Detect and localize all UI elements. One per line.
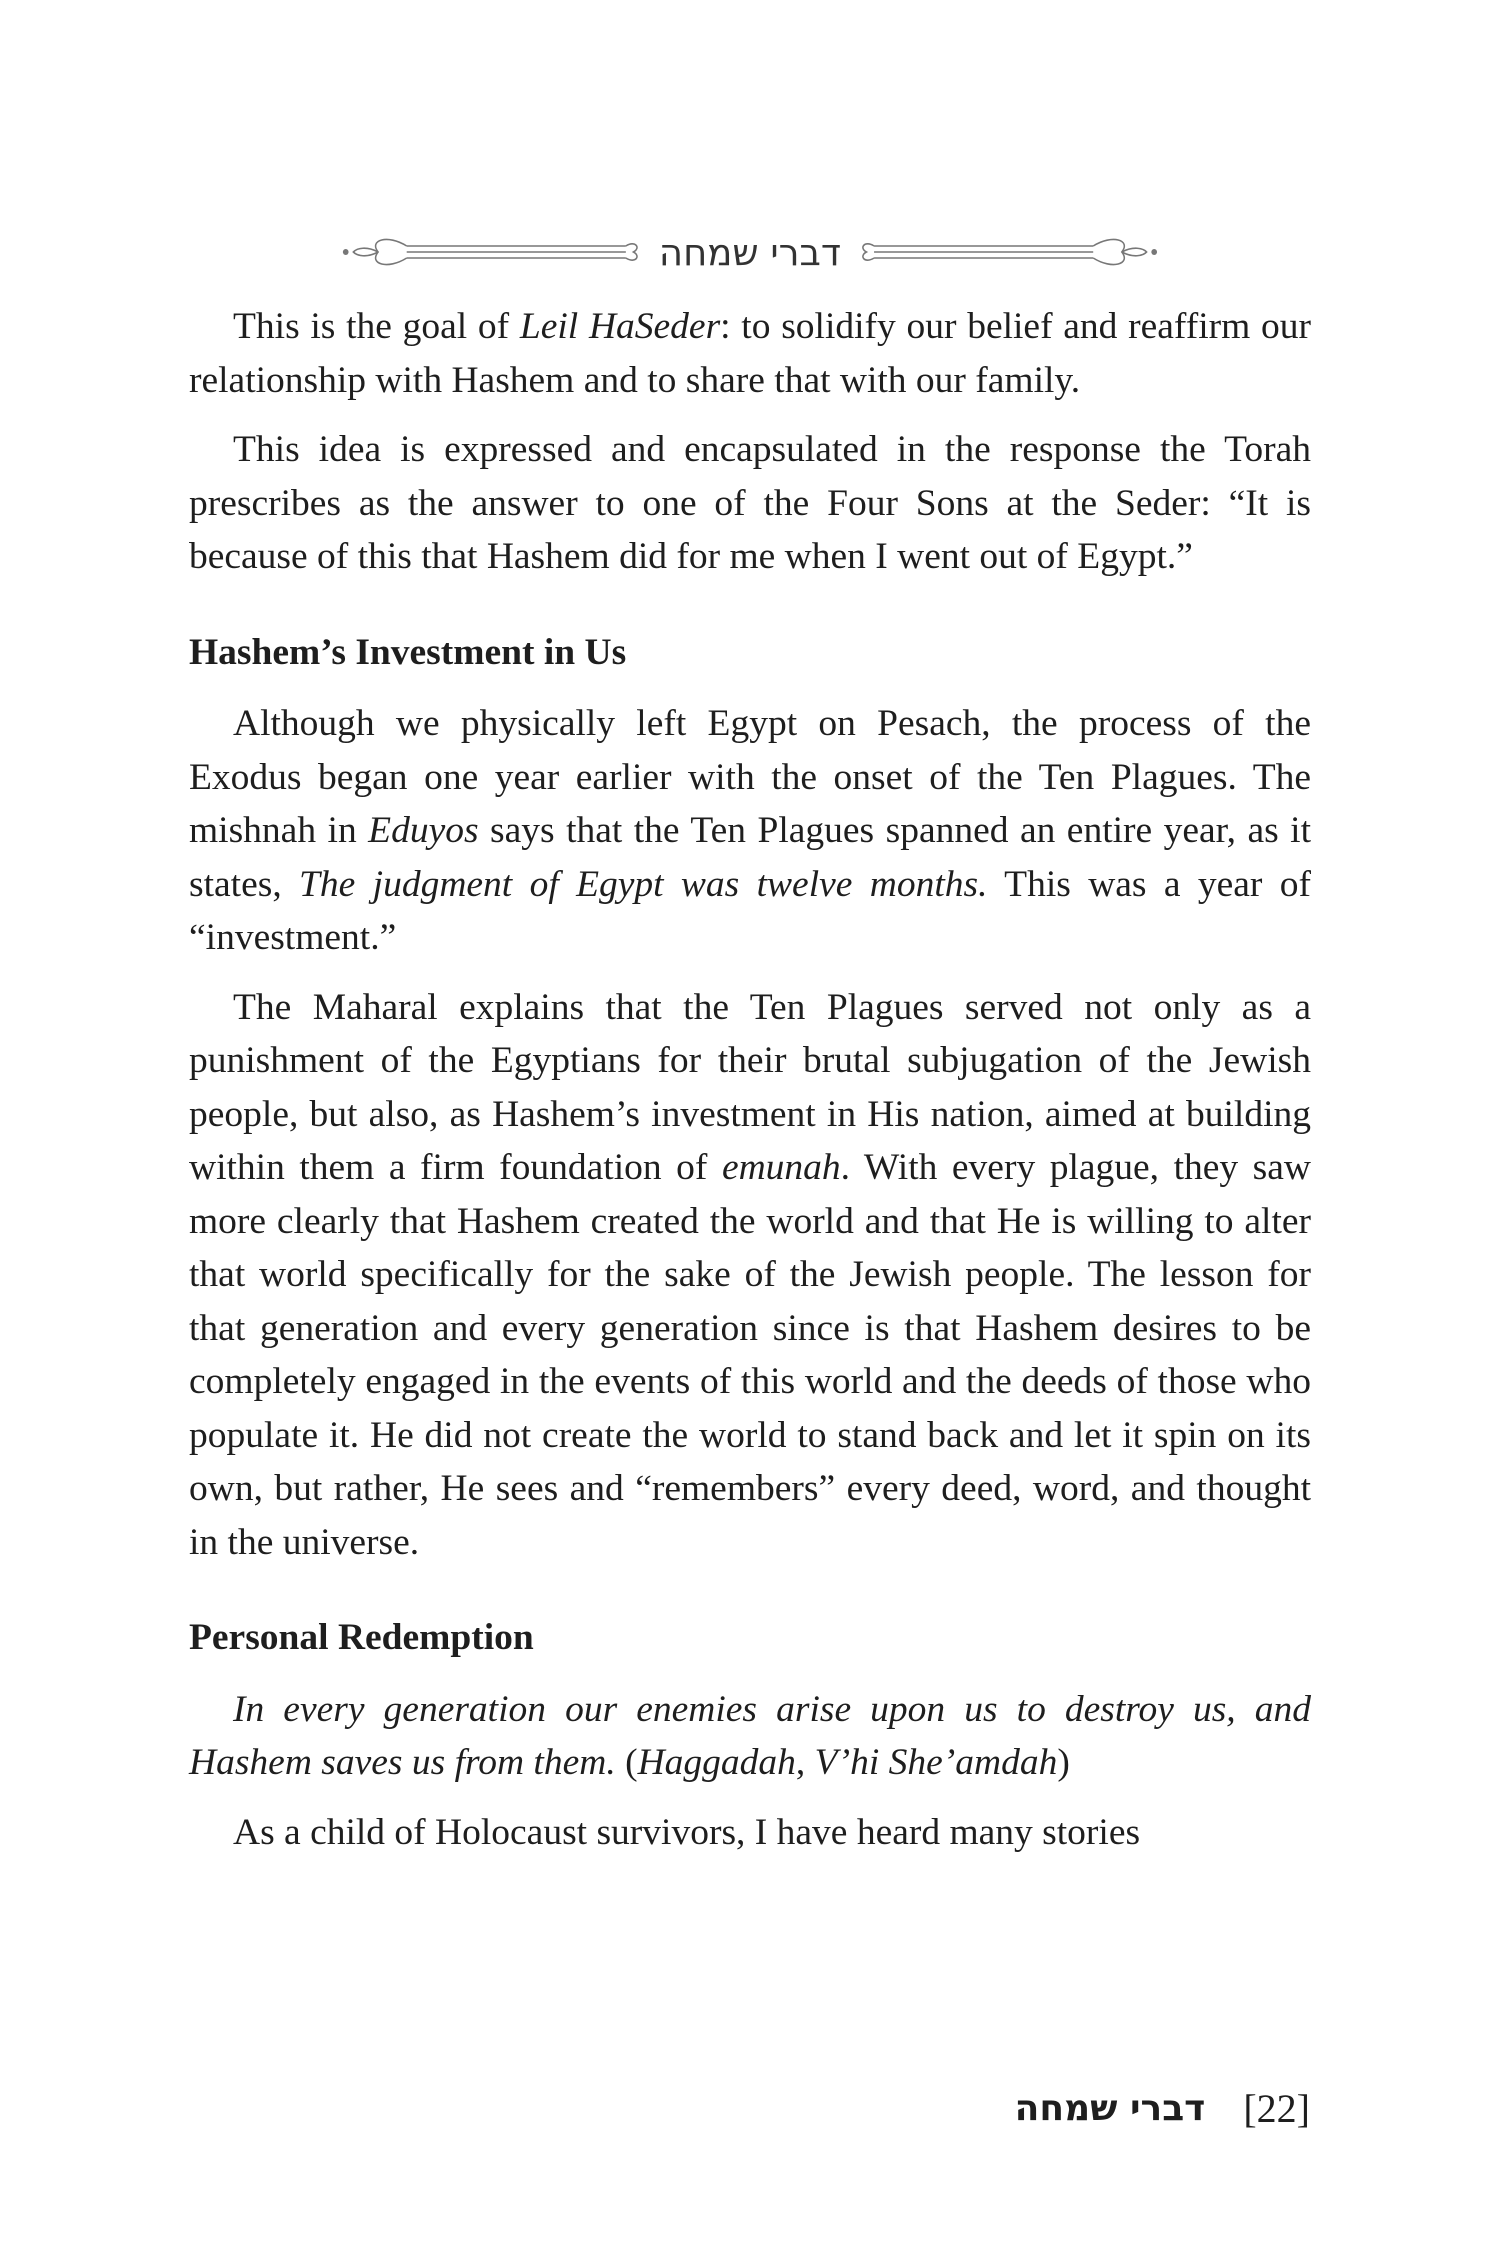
page-number: [22] (1243, 2085, 1310, 2131)
section-heading: Hashem’s Investment in Us (189, 631, 627, 673)
epigraph-quote: In every generation our enemies arise upon us to destroy us, and Hashem saves us from them. (Haggadah, V’hi She’amdah) (189, 1688, 1311, 1783)
right-scroll-ornament-icon (855, 232, 1160, 272)
paragraph: This is the goal of Leil HaSeder: to solidify our belief and reaffirm our relationship with Hashem and to share that with our family. (189, 306, 1312, 401)
header-title: דברי שמחה (658, 230, 842, 274)
footer-title: דברי שמחה (1014, 2087, 1206, 2129)
running-header (340, 222, 1160, 282)
page-body (189, 300, 1311, 1859)
running-footer (1015, 2078, 1310, 2138)
paragraph: This idea is expressed and encapsulated in the response the Torah prescribes as the answer to one of the Four Sons at the Seder: “It is because of this that Hashem did for me when I went out of Egypt.” (189, 429, 1311, 577)
paragraph: As a child of Holocaust survivors, I have heard many stories (233, 1811, 1141, 1853)
paragraph: Although we physically left Egypt on Pesach, the process of the Exodus began one year earlier with the onset of the Ten Plagues. The mishnah in Eduyos says that the Ten Plagues spanned an entire year, as it states, The judgment of Egypt was twelve months. This was a year of “investment.” (189, 703, 1312, 958)
section-heading: Personal Redemption (189, 1617, 534, 1658)
paragraph: The Maharal explains that the Ten Plagues served not only as a punishment of the Egyptians for their brutal subjugation of the Jewish people, but also, as Hashem’s investment in His nation, aimed at building within them a firm foundation of emunah. With every plague, they saw more clearly that Hashem created the world and that He is willing to alter that world specifically for the sake of the Jewish people. The lesson for that generation and every generation since is that Hashem desires to be completely engaged in the events of this world and the deeds of those who populate it. He did not create the world to stand back and let it spin on its own, but rather, He sees and “remembers” every deed, word, and thought in the universe. (189, 986, 1312, 1563)
left-scroll-ornament-icon (340, 232, 645, 272)
